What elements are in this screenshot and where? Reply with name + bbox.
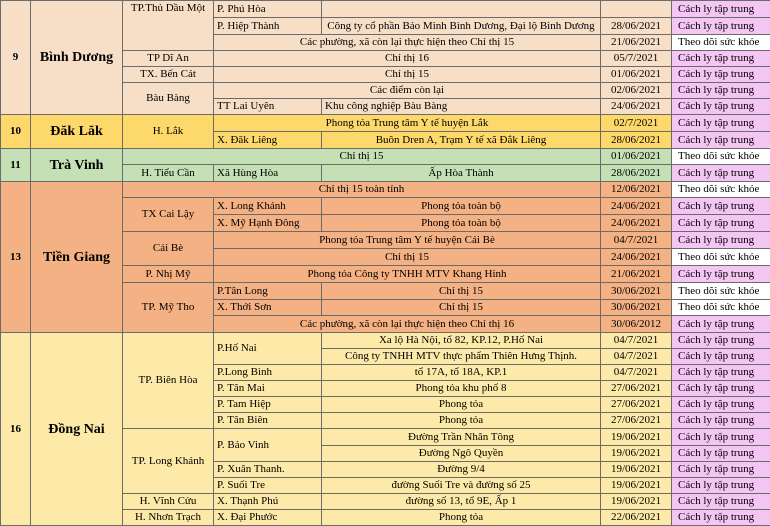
ward-name: TT Lai Uyên — [214, 99, 322, 115]
district-name: H. Lắk — [123, 115, 214, 149]
date-cell: 24/06/2021 — [601, 198, 672, 215]
date-cell: 27/06/2021 — [601, 397, 672, 413]
province-name: Trà Vinh — [31, 149, 123, 182]
district-name: TP. Mỹ Tho — [123, 283, 214, 333]
location-cell: Khu công nghiệp Bàu Bàng — [322, 99, 601, 115]
location-cell: Công ty cổ phần Bảo Minh Bình Dương, Đại lộ Bình Dương — [322, 18, 601, 35]
location-cell — [322, 1, 601, 18]
date-cell: 24/06/2021 — [601, 99, 672, 115]
location-cell: Phong tỏa toàn bộ — [322, 215, 601, 232]
location-cell: tổ 17A, tổ 18A, KP.1 — [322, 365, 601, 381]
province-name: Đăk Lăk — [31, 115, 123, 149]
date-cell: 27/06/2021 — [601, 381, 672, 397]
location-cell: Ấp Hòa Thành — [322, 165, 601, 182]
location-cell: Đường 9/4 — [322, 462, 601, 478]
ward-name: X. Đại Phước — [214, 510, 322, 526]
location-cell: Phong tỏa — [322, 397, 601, 413]
location-cell: Buôn Dren A, Trạm Y tế xã Đắk Liêng — [322, 132, 601, 149]
district-name: TP. Long Khánh — [123, 429, 214, 494]
district-name: Bàu Bàng — [123, 83, 214, 115]
location-cell: Chỉ thị 15 — [322, 283, 601, 300]
table-row — [1, 333, 770, 349]
location-cell: Các phường, xã còn lại thực hiện theo Chỉ thị 15 — [214, 35, 601, 51]
date-cell: 04/7/2021 — [601, 232, 672, 249]
table-row — [1, 1, 770, 18]
row-number: 11 — [1, 149, 31, 182]
ward-name: P. Tam Hiệp — [214, 397, 322, 413]
status-cell: Cách ly tập trung — [672, 266, 770, 283]
date-cell: 19/06/2021 — [601, 494, 672, 510]
district-name: Cái Bè — [123, 232, 214, 266]
location-cell: Đường Trần Nhân Tông — [322, 429, 601, 446]
location-cell: Phong tỏa khu phố 8 — [322, 381, 601, 397]
date-cell: 30/06/2021 — [601, 283, 672, 300]
status-cell: Cách ly tập trung — [672, 510, 770, 526]
table-row — [1, 182, 770, 198]
date-cell: 27/06/2021 — [601, 413, 672, 429]
ward-name: P. Phú Hòa — [214, 1, 322, 18]
status-cell: Cách ly tập trung — [672, 333, 770, 349]
row-number: 9 — [1, 1, 31, 115]
date-cell — [601, 1, 672, 18]
location-cell: đường số 13, tổ 9E, Ấp 1 — [322, 494, 601, 510]
status-cell: Cách ly tập trung — [672, 83, 770, 99]
date-cell: 04/7/2021 — [601, 333, 672, 349]
status-cell: Cách ly tập trung — [672, 165, 770, 182]
ward-name: P. Tân Biên — [214, 413, 322, 429]
date-cell: 05/7/2021 — [601, 51, 672, 67]
status-cell: Cách ly tập trung — [672, 478, 770, 494]
date-cell: 21/06/2021 — [601, 35, 672, 51]
date-cell: 19/06/2021 — [601, 446, 672, 462]
date-cell: 30/06/2021 — [601, 300, 672, 316]
ward-name: X. Thạnh Phú — [214, 494, 322, 510]
location-cell: Xa lộ Hà Nội, tổ 82, KP.12, P.Hố Nai — [322, 333, 601, 349]
location-cell: Phong tỏa Trung tâm Y tế huyện Lắk — [214, 115, 601, 132]
status-cell: Cách ly tập trung — [672, 316, 770, 333]
district-name: TP. Biên Hòa — [123, 333, 214, 429]
status-cell: Theo dõi sức khỏe — [672, 300, 770, 316]
ward-name: X. Mỹ Hạnh Đông — [214, 215, 322, 232]
status-cell: Cách ly tập trung — [672, 365, 770, 381]
status-cell: Cách ly tập trung — [672, 115, 770, 132]
status-cell: Cách ly tập trung — [672, 397, 770, 413]
date-cell: 28/06/2021 — [601, 18, 672, 35]
district-name: H. Tiểu Cần — [123, 165, 214, 182]
date-cell: 01/06/2021 — [601, 67, 672, 83]
status-cell: Cách ly tập trung — [672, 462, 770, 478]
ward-name: P. Hiệp Thành — [214, 18, 322, 35]
ward-name: Xã Hùng Hòa — [214, 165, 322, 182]
ward-name: P. Suối Tre — [214, 478, 322, 494]
date-cell: 02/06/2021 — [601, 83, 672, 99]
date-cell: 24/06/2021 — [601, 215, 672, 232]
ward-name: X. Thới Sơn — [214, 300, 322, 316]
province-name: Đồng Nai — [31, 333, 123, 526]
status-cell: Cách ly tập trung — [672, 381, 770, 397]
date-cell: 19/06/2021 — [601, 462, 672, 478]
ward-name: P.Hố Nai — [214, 333, 322, 365]
table-row — [1, 149, 770, 165]
ward-name: P. Bảo Vinh — [214, 429, 322, 462]
ward-name: P. Tân Mai — [214, 381, 322, 397]
ward-name: P. Xuân Thanh. — [214, 462, 322, 478]
date-cell: 19/06/2021 — [601, 478, 672, 494]
date-cell: 04/7/2021 — [601, 349, 672, 365]
ward-name: P.Long Bình — [214, 365, 322, 381]
date-cell: 22/06/2021 — [601, 510, 672, 526]
location-cell: Các phường, xã còn lại thực hiện theo Chỉ thị 16 — [214, 316, 601, 333]
district-name: TP Dĩ An — [123, 51, 214, 67]
date-cell: 12/06/2021 — [601, 182, 672, 198]
date-cell: 21/06/2021 — [601, 266, 672, 283]
province-name: Tiền Giang — [31, 182, 123, 333]
location-cell: Đường Ngô Quyền — [322, 446, 601, 462]
location-cell: Phong tỏa — [322, 413, 601, 429]
status-cell: Cách ly tập trung — [672, 413, 770, 429]
location-cell: Chỉ thị 15 — [214, 249, 601, 266]
location-cell: Phong tỏa toàn bộ — [322, 198, 601, 215]
location-cell: Phong tỏa — [322, 510, 601, 526]
district-name: H. Nhơn Trạch — [123, 510, 214, 526]
district-name: TX Cai Lậy — [123, 198, 214, 232]
date-cell: 30/06/2012 — [601, 316, 672, 333]
location-cell: Chỉ thị 15 — [214, 67, 601, 83]
row-number: 13 — [1, 182, 31, 333]
status-cell: Cách ly tập trung — [672, 232, 770, 249]
date-cell: 24/06/2021 — [601, 249, 672, 266]
ward-name: P.Tân Long — [214, 283, 322, 300]
row-number: 16 — [1, 333, 31, 526]
district-name: TP.Thủ Dầu Một — [123, 1, 214, 51]
location-cell: Phong tỏa Trung tâm Y tế huyện Cái Bè — [214, 232, 601, 249]
district-name: TX. Bến Cát — [123, 67, 214, 83]
status-cell: Cách ly tập trung — [672, 446, 770, 462]
status-cell: Cách ly tập trung — [672, 67, 770, 83]
status-cell: Theo dõi sức khỏe — [672, 35, 770, 51]
status-cell: Cách ly tập trung — [672, 198, 770, 215]
location-cell: Các điểm còn lại — [214, 83, 601, 99]
status-cell: Theo dõi sức khỏe — [672, 182, 770, 198]
status-cell: Cách ly tập trung — [672, 99, 770, 115]
location-cell: Chỉ thị 16 — [214, 51, 601, 67]
district-name: P. Nhị Mỹ — [123, 266, 214, 283]
status-cell: Cách ly tập trung — [672, 494, 770, 510]
ward-name: X. Đăk Liêng — [214, 132, 322, 149]
date-cell: 04/7/2021 — [601, 365, 672, 381]
status-cell: Theo dõi sức khỏe — [672, 149, 770, 165]
date-cell: 28/06/2021 — [601, 132, 672, 149]
table-row — [1, 115, 770, 132]
location-cell: đường Suối Tre và đường số 25 — [322, 478, 601, 494]
status-cell: Cách ly tập trung — [672, 215, 770, 232]
location-cell: Phong tỏa Công ty TNHH MTV Khang Hinh — [214, 266, 601, 283]
district-name: H. Vĩnh Cửu — [123, 494, 214, 510]
location-cell: Công ty TNHH MTV thực phẩm Thiên Hưng Thịnh. — [322, 349, 601, 365]
status-cell: Cách ly tập trung — [672, 18, 770, 35]
location-cell: Chỉ thị 15 toàn tỉnh — [123, 182, 601, 198]
status-cell: Theo dõi sức khỏe — [672, 283, 770, 300]
date-cell: 28/06/2021 — [601, 165, 672, 182]
status-cell: Cách ly tập trung — [672, 1, 770, 18]
province-name: Bình Dương — [31, 1, 123, 115]
ward-name: X. Long Khánh — [214, 198, 322, 215]
date-cell: 19/06/2021 — [601, 429, 672, 446]
location-cell: Chỉ thị 15 — [123, 149, 601, 165]
date-cell: 01/06/2021 — [601, 149, 672, 165]
location-cell: Chỉ thị 15 — [322, 300, 601, 316]
status-cell: Cách ly tập trung — [672, 429, 770, 446]
status-cell: Cách ly tập trung — [672, 132, 770, 149]
status-cell: Theo dõi sức khỏe — [672, 249, 770, 266]
status-cell: Cách ly tập trung — [672, 349, 770, 365]
date-cell: 02/7/2021 — [601, 115, 672, 132]
status-cell: Cách ly tập trung — [672, 51, 770, 67]
row-number: 10 — [1, 115, 31, 149]
